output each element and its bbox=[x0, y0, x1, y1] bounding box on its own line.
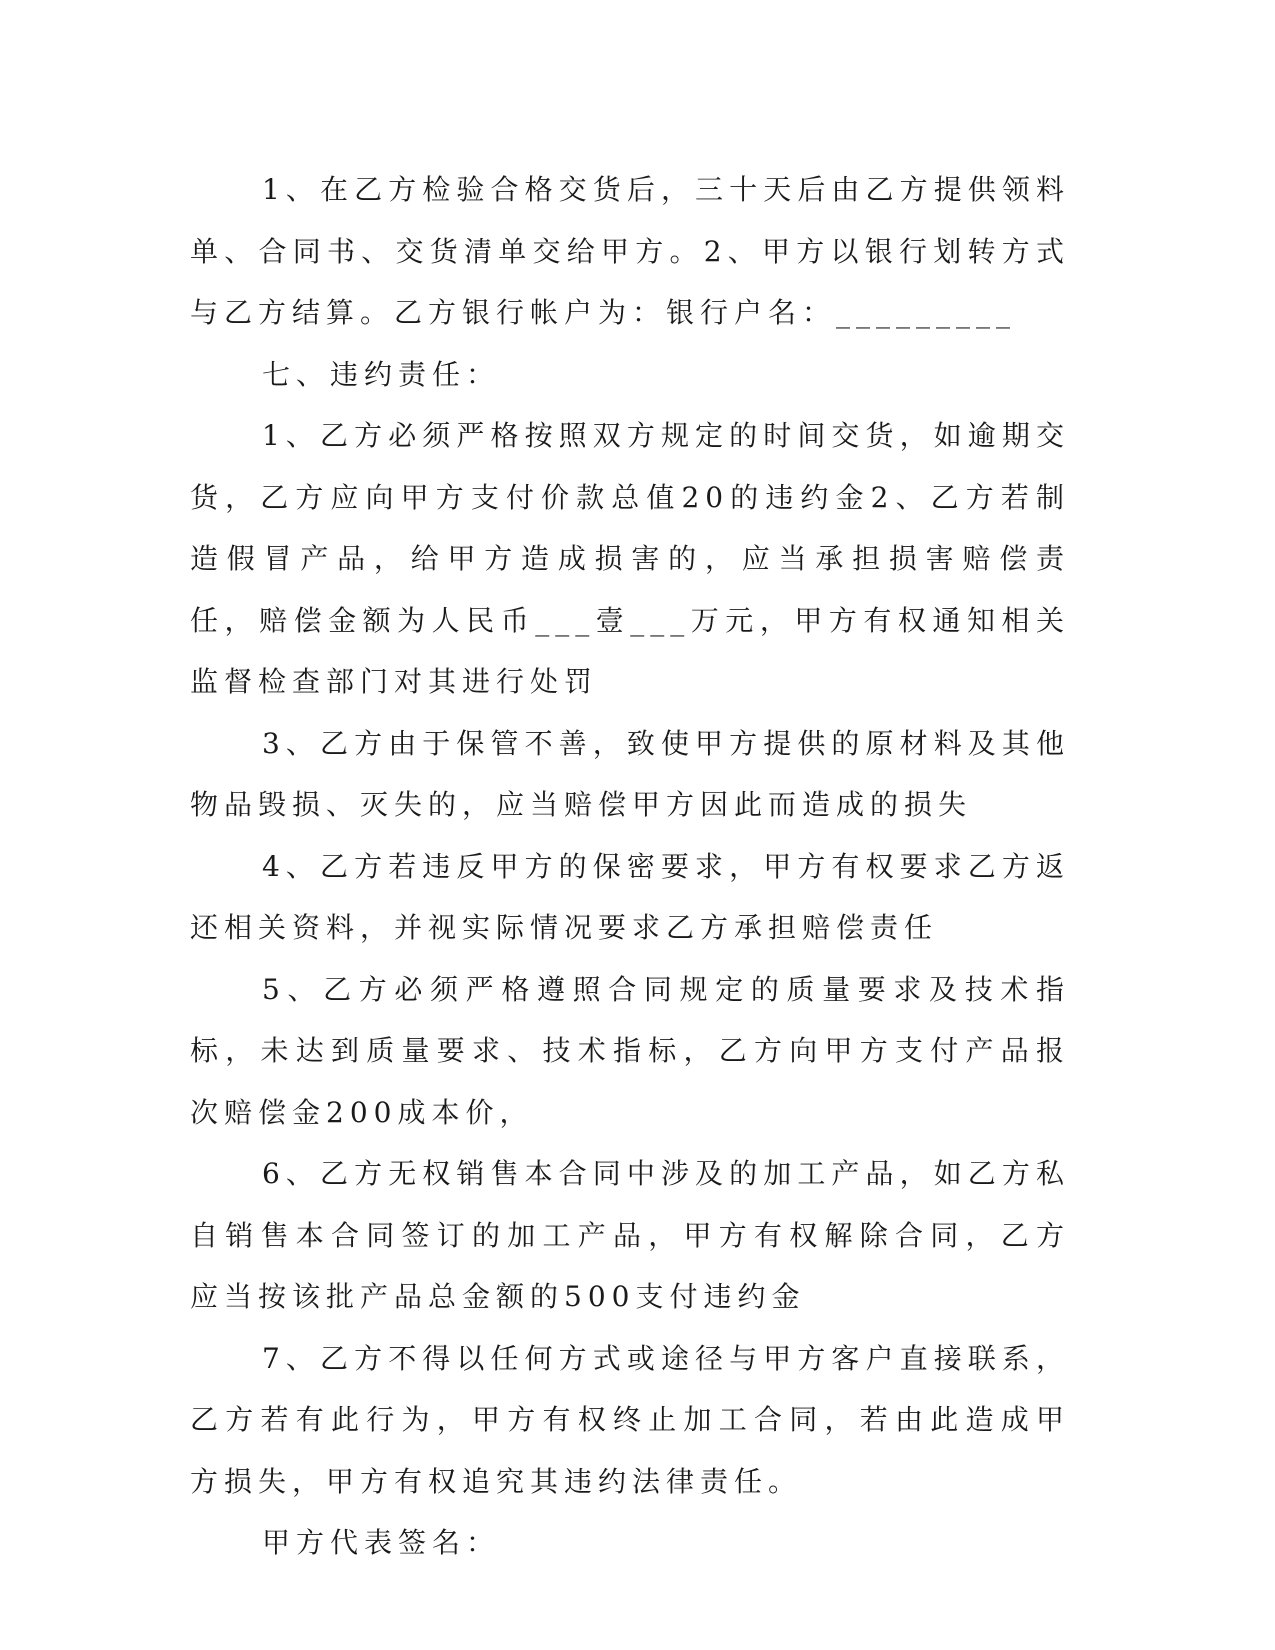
paragraph-signature: 甲方代表签名： bbox=[262, 1526, 501, 1559]
paragraph-late-delivery: 1、乙方必须严格按照双方规定的时间交货，如逾期交货，乙方应向甲方支付价款总值20的违约金2、乙方若制造假冒产品，给甲方造成损害的，应当承担损害赔偿责任，赔偿金额为人民币___壹___万元，甲方有权通知相关监督检查部门对其进行处罚 bbox=[190, 419, 1070, 698]
document-body bbox=[190, 159, 1070, 1574]
paragraph-section-heading-breach: 七、违约责任： bbox=[262, 357, 501, 391]
paragraph-unauthorized-sales: 6、乙方无权销售本合同中涉及的加工产品，如乙方私自销售本合同签订的加工产品，甲方有权解除合同，乙方应当按该批产品总金额的500支付违约金 bbox=[190, 1157, 1070, 1313]
paragraph-quality: 5、乙方必须严格遵照合同规定的质量要求及技术指标，未达到质量要求、技术指标，乙方向甲方支付产品报次赔偿金200成本价， bbox=[190, 972, 1070, 1129]
paragraph-storage-damage: 3、乙方由于保管不善，致使甲方提供的原材料及其他物品毁损、灭失的，应当赔偿甲方因此而造成的损失 bbox=[190, 726, 1070, 821]
paragraph-confidentiality: 4、乙方若违反甲方的保密要求，甲方有权要求乙方返还相关资料，并视实际情况要求乙方承担赔偿责任 bbox=[190, 849, 1070, 944]
paragraph-customer-contact: 7、乙方不得以任何方式或途径与甲方客户直接联系，乙方若有此行为，甲方有权终止加工合同，若由此造成甲方损失，甲方有权追究其违约法律责任。 bbox=[190, 1341, 1070, 1498]
paragraph-payment-terms: 1、在乙方检验合格交货后，三十天后由乙方提供领料单、合同书、交货清单交给甲方。2、甲方以银行划转方式与乙方结算。乙方银行帐户为：银行户名：_________ bbox=[190, 173, 1070, 329]
